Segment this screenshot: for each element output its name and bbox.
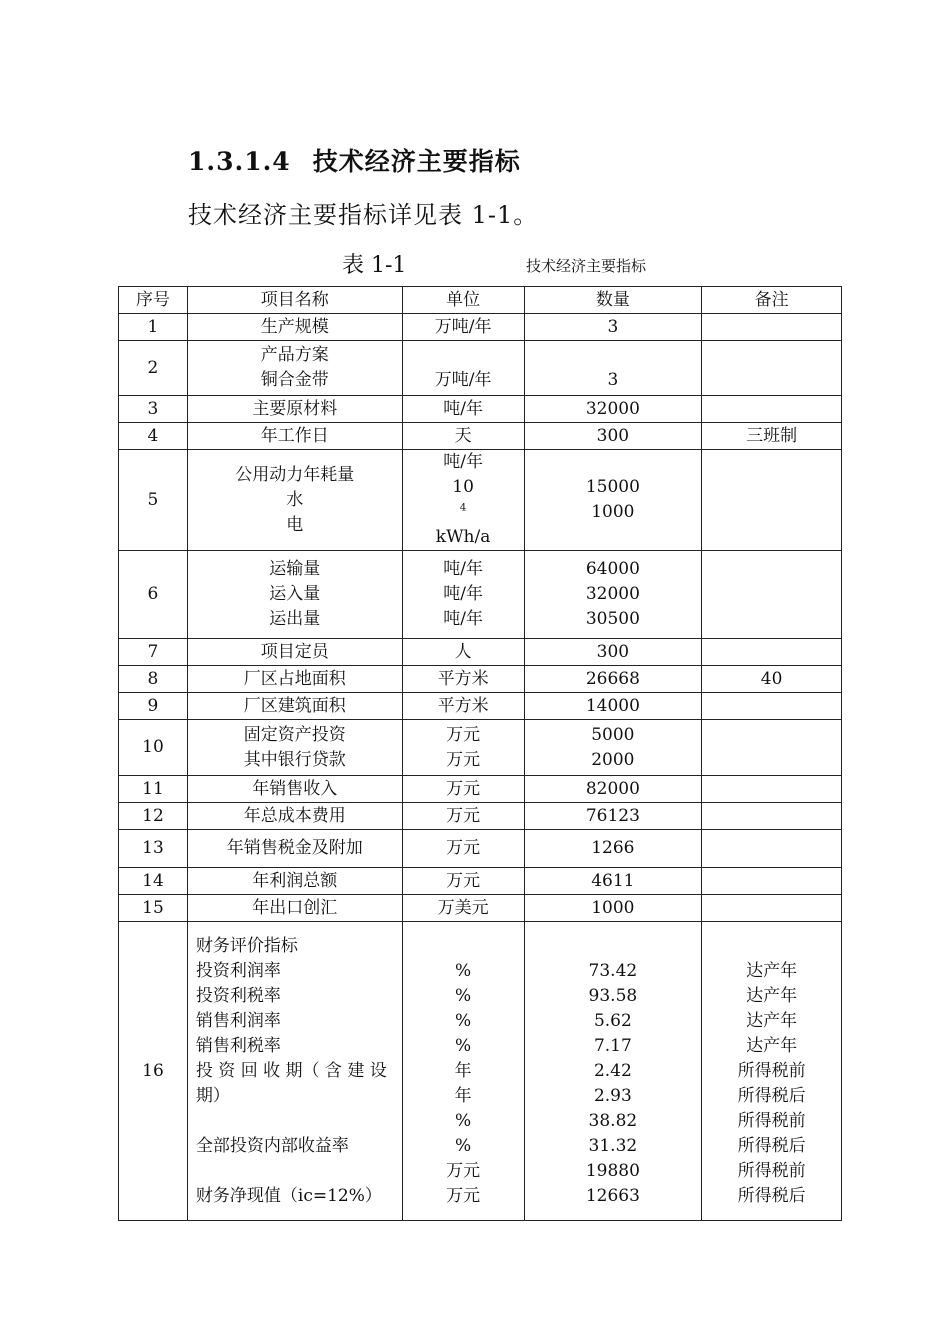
- item-name: [187, 720, 402, 776]
- note-cell: [702, 693, 842, 720]
- table-row: [119, 396, 842, 423]
- item-name: 年总成本费用: [187, 803, 402, 830]
- quantity-cell: 26668: [524, 666, 702, 693]
- quantity-line: 2.93: [593, 1085, 632, 1106]
- note-cell: [702, 341, 842, 396]
- unit-cell: [402, 720, 524, 776]
- unit-cell: 万吨/年: [402, 314, 524, 341]
- unit-line: 年: [454, 1060, 472, 1081]
- item-name-line: 销售利税率: [195, 1035, 281, 1056]
- table-row: [119, 639, 842, 666]
- item-name-line: 财务净现值（ic=12%）: [195, 1185, 382, 1206]
- table-row: [119, 803, 842, 830]
- section-number: 1.3.1.4: [188, 147, 291, 176]
- table-row: [119, 693, 842, 720]
- table-caption-title: 技术经济主要指标: [526, 257, 647, 275]
- table-row: [119, 450, 842, 551]
- note-cell: 三班制: [702, 423, 842, 450]
- row-number: 10: [119, 720, 188, 776]
- unit-line: %: [455, 1035, 472, 1056]
- unit-cell: [402, 450, 524, 551]
- row-number: 9: [119, 693, 188, 720]
- quantity-cell: 1266: [524, 830, 702, 868]
- note-cell: [702, 720, 842, 776]
- table-row: [119, 341, 842, 396]
- item-name-line: 销售利润率: [195, 1010, 281, 1031]
- item-name-line: 投资利润率: [195, 960, 281, 981]
- item-name: 年出口创汇: [187, 895, 402, 922]
- quantity-line: 38.82: [588, 1110, 638, 1131]
- note-line: 所得税前: [737, 1110, 806, 1131]
- item-name-line: 电: [286, 514, 304, 535]
- item-name: 厂区建筑面积: [187, 693, 402, 720]
- quantity-line: 2.42: [593, 1060, 632, 1081]
- item-name-line: 期）: [195, 1085, 230, 1106]
- note-cell: [702, 803, 842, 830]
- unit-line: 吨/年: [443, 609, 483, 629]
- quantity-line: 7.17: [593, 1035, 632, 1056]
- item-name: 年销售税金及附加: [187, 830, 402, 868]
- quantity-line: [529, 343, 698, 368]
- item-name-line: 全部投资内部收益率: [195, 1135, 349, 1156]
- note-cell: [702, 639, 842, 666]
- item-name: [187, 551, 402, 639]
- unit-cell: 万元: [402, 868, 524, 895]
- unit-line: %: [455, 1135, 472, 1156]
- quantity-line: 3: [607, 370, 619, 390]
- row-number: 1: [119, 314, 188, 341]
- table-row: [119, 830, 842, 868]
- quantity-line: 30500: [585, 609, 640, 629]
- note-line: 所得税后: [737, 1135, 806, 1156]
- table-row: [119, 666, 842, 693]
- intro-paragraph: 技术经济主要指标详见表 1-1。: [188, 201, 539, 229]
- note-line: 达产年: [746, 960, 798, 981]
- unit-cell: [402, 341, 524, 396]
- table-row: [119, 423, 842, 450]
- unit-cell: [402, 922, 524, 1221]
- item-name-line: 投 资 回 收 期（ 含 建 设: [195, 1060, 387, 1081]
- quantity-cell: 3: [524, 314, 702, 341]
- quantity-line: [529, 934, 698, 959]
- row-number: 15: [119, 895, 188, 922]
- quantity-cell: [524, 551, 702, 639]
- note-line: 所得税后: [737, 1185, 806, 1206]
- item-name: 年销售收入: [187, 776, 402, 803]
- item-name-line: [196, 1109, 398, 1134]
- item-name: 年利润总额: [187, 868, 402, 895]
- note-line: [706, 934, 837, 959]
- unit-line: %: [455, 1110, 472, 1131]
- quantity-line: 32000: [585, 584, 640, 604]
- unit-line: %: [455, 985, 472, 1006]
- unit-line: [407, 934, 520, 959]
- unit-cell: 万元: [402, 830, 524, 868]
- row-number: 2: [119, 341, 188, 396]
- item-name-line: 财务评价指标: [195, 935, 298, 956]
- quantity-line: 5000: [591, 724, 635, 745]
- unit-line: 吨/年: [443, 452, 483, 472]
- header-cell: 序号: [119, 287, 188, 314]
- unit-line: 万吨/年: [434, 370, 492, 390]
- section-heading: [188, 142, 521, 178]
- row-number: 7: [119, 639, 188, 666]
- unit-cell: 吨/年: [402, 396, 524, 423]
- quantity-cell: 14000: [524, 693, 702, 720]
- unit-line: %: [455, 1010, 472, 1031]
- unit-cell: 万美元: [402, 895, 524, 922]
- quantity-cell: 82000: [524, 776, 702, 803]
- item-name-line: 其中银行贷款: [243, 749, 346, 770]
- item-name-line: 铜合金带: [260, 370, 329, 390]
- note-cell: [702, 314, 842, 341]
- unit-line: 吨/年: [443, 559, 483, 579]
- table-row: [119, 776, 842, 803]
- item-name-line: 水: [286, 489, 304, 510]
- unit-line: 万元: [446, 1185, 481, 1206]
- row-number: 14: [119, 868, 188, 895]
- table-header-row: [119, 287, 842, 314]
- quantity-line: 31.32: [588, 1135, 638, 1156]
- row-number: 4: [119, 423, 188, 450]
- quantity-cell: [524, 341, 702, 396]
- note-cell: [702, 830, 842, 868]
- table-row: [119, 868, 842, 895]
- table-row: [119, 895, 842, 922]
- item-name-line: 固定资产投资: [243, 724, 346, 745]
- note-line: 所得税前: [737, 1160, 806, 1181]
- table-caption-label: 表 1-1: [342, 253, 407, 278]
- row-number: 12: [119, 803, 188, 830]
- item-name: 年工作日: [187, 423, 402, 450]
- unit-cell: 平方米: [402, 693, 524, 720]
- note-line: 达产年: [746, 1010, 798, 1031]
- unit-cell: 人: [402, 639, 524, 666]
- table-row: [119, 720, 842, 776]
- item-name: 生产规模: [187, 314, 402, 341]
- header-cell: 项目名称: [187, 287, 402, 314]
- section-title: 技术经济主要指标: [312, 147, 521, 176]
- unit-line: 万元: [446, 724, 481, 745]
- table-row: [119, 922, 842, 1221]
- unit-line: [407, 343, 520, 368]
- unit-line: 万元: [446, 749, 481, 770]
- unit-line: 吨/年: [443, 584, 483, 604]
- quantity-line: 19880: [585, 1160, 640, 1181]
- header-cell: 数量: [524, 287, 702, 314]
- row-number: 5: [119, 450, 188, 551]
- quantity-line: 1000: [591, 502, 635, 522]
- item-name: [187, 450, 402, 551]
- quantity-line: 15000: [585, 477, 640, 497]
- note-cell: [702, 895, 842, 922]
- note-cell: [702, 868, 842, 895]
- item-name: 主要原材料: [187, 396, 402, 423]
- indicator-table: [118, 286, 842, 1221]
- unit-line: 年: [454, 1085, 472, 1106]
- unit-cell: 万元: [402, 803, 524, 830]
- quantity-cell: 1000: [524, 895, 702, 922]
- quantity-cell: [524, 450, 702, 551]
- quantity-cell: [524, 922, 702, 1221]
- row-number: 16: [119, 922, 188, 1221]
- quantity-cell: [524, 720, 702, 776]
- note-cell: [702, 450, 842, 551]
- item-name-line: 运入量: [269, 584, 321, 604]
- item-name-line: 投资利税率: [195, 985, 281, 1006]
- item-name: [187, 922, 402, 1221]
- unit-cell: 万元: [402, 776, 524, 803]
- item-name: [187, 341, 402, 396]
- quantity-cell: 300: [524, 639, 702, 666]
- item-name-line: 产品方案: [260, 345, 329, 365]
- unit-cell: [402, 551, 524, 639]
- note-cell: 40: [702, 666, 842, 693]
- header-cell: 单位: [402, 287, 524, 314]
- quantity-line: 2000: [591, 749, 635, 770]
- quantity-line: 64000: [585, 559, 640, 579]
- row-number: 3: [119, 396, 188, 423]
- unit-cell: 天: [402, 423, 524, 450]
- header-cell: 备注: [702, 287, 842, 314]
- item-name-line: 运输量: [269, 559, 321, 579]
- unit-line: 10 $^4$ kWh/a: [435, 477, 491, 547]
- note-cell: [702, 396, 842, 423]
- item-name-line: [196, 1159, 398, 1184]
- quantity-cell: 300: [524, 423, 702, 450]
- quantity-line: 12663: [585, 1185, 640, 1206]
- item-name-line: 运出量: [269, 609, 321, 629]
- quantity-line: 73.42: [588, 960, 638, 981]
- note-line: 所得税前: [737, 1060, 806, 1081]
- unit-line: 万元: [446, 1160, 481, 1181]
- note-line: 所得税后: [737, 1085, 806, 1106]
- quantity-cell: 4611: [524, 868, 702, 895]
- note-line: 达产年: [746, 985, 798, 1006]
- note-cell: [702, 551, 842, 639]
- quantity-line: 93.58: [588, 985, 638, 1006]
- quantity-cell: 76123: [524, 803, 702, 830]
- table-row: [119, 551, 842, 639]
- quantity-line: 5.62: [593, 1010, 632, 1031]
- row-number: 8: [119, 666, 188, 693]
- note-line: 达产年: [746, 1035, 798, 1056]
- unit-line: %: [455, 960, 472, 981]
- item-name-line: 公用动力年耗量: [235, 464, 355, 485]
- note-cell: [702, 776, 842, 803]
- row-number: 13: [119, 830, 188, 868]
- row-number: 11: [119, 776, 188, 803]
- note-cell: [702, 922, 842, 1221]
- quantity-cell: 32000: [524, 396, 702, 423]
- item-name: 项目定员: [187, 639, 402, 666]
- unit-cell: 平方米: [402, 666, 524, 693]
- table-row: [119, 314, 842, 341]
- row-number: 6: [119, 551, 188, 639]
- item-name: 厂区占地面积: [187, 666, 402, 693]
